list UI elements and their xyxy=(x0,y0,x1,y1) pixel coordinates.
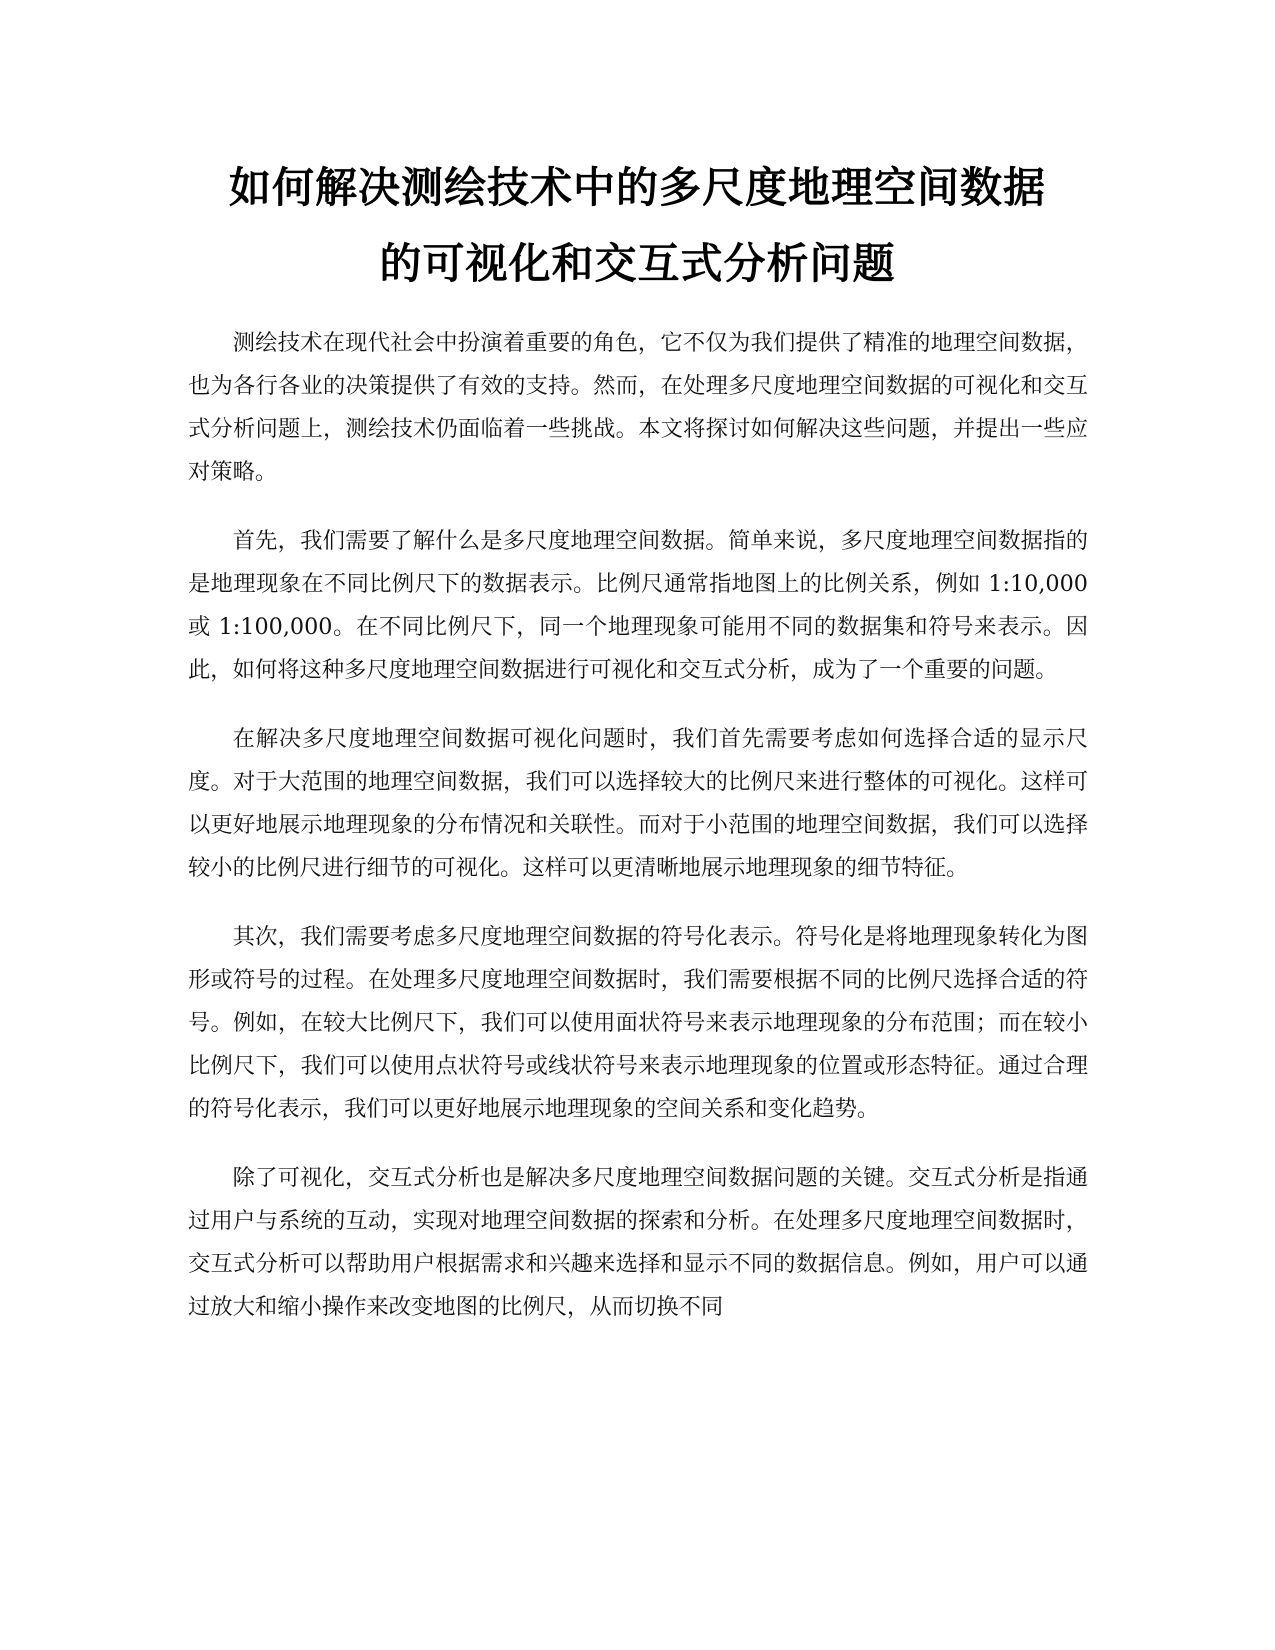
paragraph-intro: 测绘技术在现代社会中扮演着重要的角色，它不仅为我们提供了精准的地理空间数据，也为各行各业的决策提供了有效的支持。然而，在处理多尺度地理空间数据的可视化和交互式分析问题上，测绘技术仍面临着一些挑战。本文将探讨如何解决这些问题，并提出一些应对策略。 xyxy=(188,330,1088,485)
paragraph-display-scale: 在解决多尺度地理空间数据可视化问题时，我们首先需要考虑如何选择合适的显示尺度。对于大范围的地理空间数据，我们可以选择较大的比例尺来进行整体的可视化。这样可以更好地展示地理现象的分布情况和关联性。而对于小范围的地理空间数据，我们可以选择较小的比例尺进行细节的可视化。这样可以更清晰地展示地理现象的细节特征。 xyxy=(188,726,1088,881)
document-body xyxy=(188,322,1088,1355)
title-line-2: 的可视化和交互式分析问题 xyxy=(379,239,896,288)
title-line-1: 如何解决测绘技术中的多尺度地理空间数据 xyxy=(228,163,1046,212)
paragraph-definition: 首先，我们需要了解什么是多尺度地理空间数据。简单来说，多尺度地理空间数据指的是地理现象在不同比例尺下的数据表示。比例尺通常指地图上的比例关系，例如 1:10,000 或 1:100,000。在不同比例尺下，同一个地理现象可能用不同的数据集和符号来表示。因此，如何将这种多尺度地理空间数据进行可视化和交互式分析，成为了一个重要的问题。 xyxy=(188,528,1088,683)
page-title xyxy=(160,150,1115,302)
paragraph-symbolization: 其次，我们需要考虑多尺度地理空间数据的符号化表示。符号化是将地理现象转化为图形或符号的过程。在处理多尺度地理空间数据时，我们需要根据不同的比例尺选择合适的符号。例如，在较大比例尺下，我们可以使用面状符号来表示地理现象的分布范围；而在较小比例尺下，我们可以使用点状符号或线状符号来表示地理现象的位置或形态特征。通过合理的符号化表示，我们可以更好地展示地理现象的空间关系和变化趋势。 xyxy=(188,924,1088,1122)
paragraph-interactive-analysis: 除了可视化，交互式分析也是解决多尺度地理空间数据问题的关键。交互式分析是指通过用户与系统的互动，实现对地理空间数据的探索和分析。在处理多尺度地理空间数据时，交互式分析可以帮助用户根据需求和兴趣来选择和显示不同的数据信息。例如，用户可以通过放大和缩小操作来改变地图的比例尺，从而切换不同 xyxy=(188,1165,1088,1320)
